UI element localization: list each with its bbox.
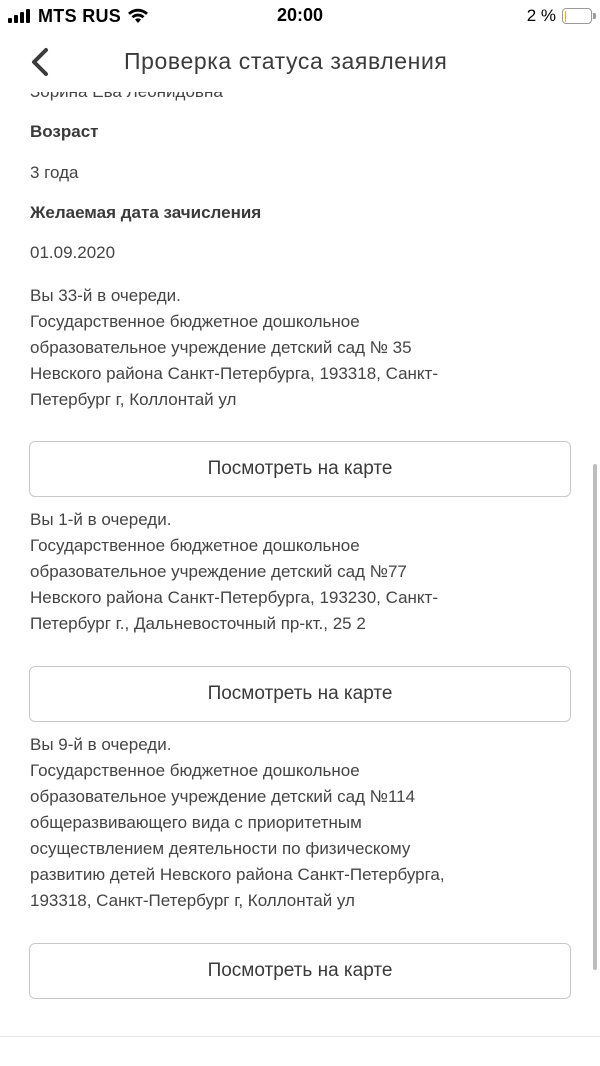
nav-bar bbox=[0, 36, 600, 92]
kindergarten-line: Невского района Санкт-Петербурга, 193318, Санкт- bbox=[30, 364, 438, 383]
kindergarten-line: Государственное бюджетное дошкольное bbox=[30, 536, 360, 555]
view-on-map-button[interactable]: Посмотреть на карте bbox=[29, 666, 571, 722]
battery-percent: 2 % bbox=[526, 6, 556, 25]
kindergarten-line: Петербург г., Дальневосточный пр-кт., 25 2 bbox=[30, 614, 366, 633]
queue-position: Вы 33-й в очереди. bbox=[30, 286, 181, 305]
back-button[interactable] bbox=[24, 46, 56, 78]
page-title: Проверка статуса заявления bbox=[124, 48, 448, 74]
kindergarten-line: образовательное учреждение детский сад №77 bbox=[30, 562, 407, 581]
kindergarten-line: 193318, Санкт-Петербург г, Коллонтай ул bbox=[30, 891, 355, 910]
clock: 20:00 bbox=[276, 5, 324, 25]
carrier-name: MTS RUS bbox=[38, 5, 122, 26]
queue-item bbox=[30, 732, 550, 914]
kindergarten-line: Государственное бюджетное дошкольное bbox=[30, 312, 360, 331]
kindergarten-line: Невского района Санкт-Петербурга, 193230, Санкт- bbox=[30, 588, 438, 607]
queue-position: Вы 1-й в очереди. bbox=[30, 510, 172, 529]
battery-icon bbox=[562, 8, 592, 24]
kindergarten-line: образовательное учреждение детский сад № 35 bbox=[30, 338, 412, 357]
enrollment-date-label: Желаемая дата зачисления bbox=[30, 203, 262, 222]
status-right bbox=[527, 6, 592, 26]
view-on-map-button[interactable]: Посмотреть на карте bbox=[29, 943, 571, 999]
kindergarten-line: общеразвивающего вида с приоритетным bbox=[30, 813, 362, 832]
scrollbar[interactable] bbox=[593, 464, 597, 970]
view-on-map-button[interactable]: Посмотреть на карте bbox=[29, 441, 571, 497]
enrollment-date-value: 01.09.2020 bbox=[30, 243, 116, 262]
age-value: 3 года bbox=[30, 163, 79, 182]
queue-position: Вы 9-й в очереди. bbox=[30, 735, 172, 754]
kindergarten-line: Государственное бюджетное дошкольное bbox=[30, 761, 360, 780]
queue-item bbox=[30, 507, 550, 637]
queue-item bbox=[30, 283, 550, 413]
kindergarten-line: осуществлением деятельности по физическому bbox=[30, 839, 411, 858]
battery-fill bbox=[565, 11, 567, 22]
bottom-divider bbox=[0, 1036, 600, 1037]
kindergarten-line: Петербург г, Коллонтай ул bbox=[30, 390, 237, 409]
application-details bbox=[0, 76, 600, 1036]
status-bar bbox=[0, 0, 600, 32]
kindergarten-line: развитию детей Невского района Санкт-Петербурга, bbox=[30, 865, 445, 884]
kindergarten-line: образовательное учреждение детский сад №114 bbox=[30, 787, 416, 806]
age-label: Возраст bbox=[30, 122, 99, 141]
chevron-left-icon bbox=[29, 47, 51, 77]
